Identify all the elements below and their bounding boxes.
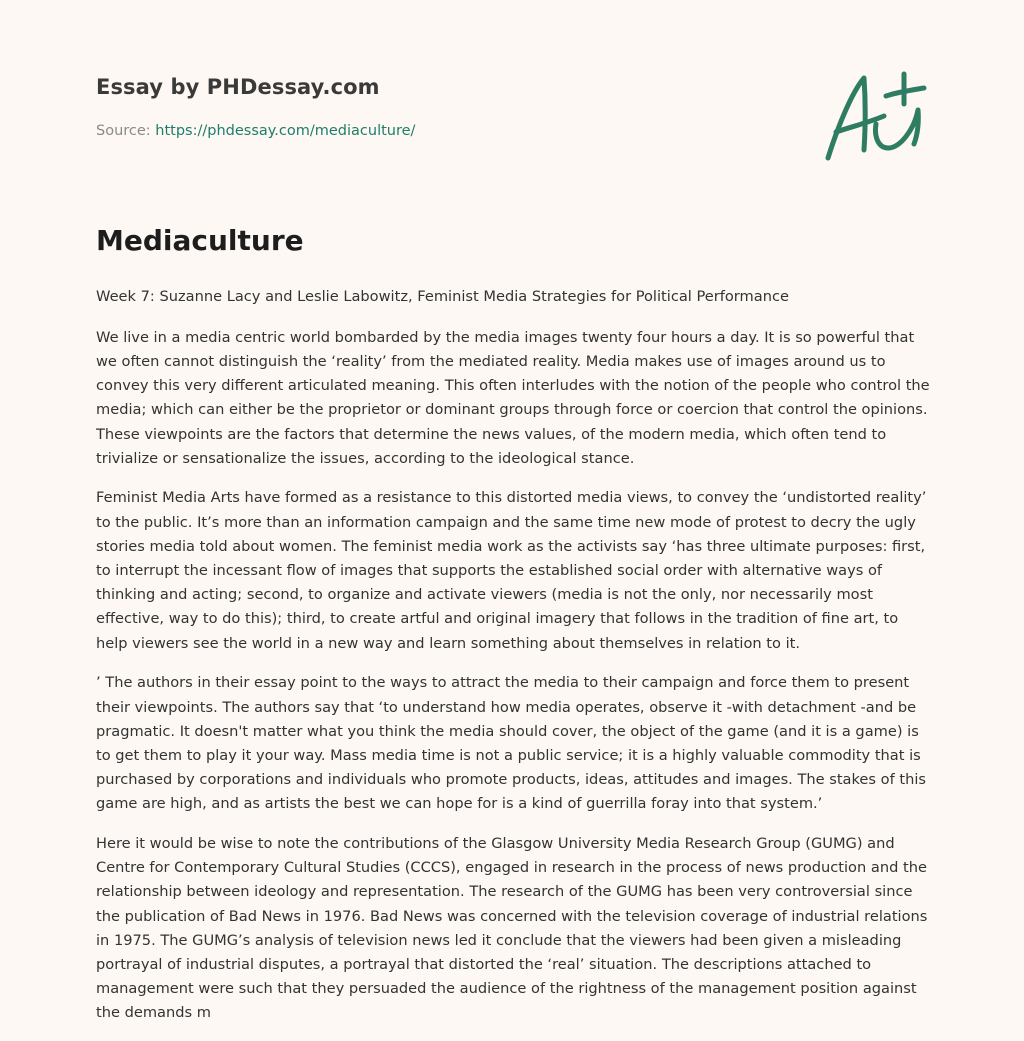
- essay-body: [96, 285, 932, 1041]
- essay-paragraph: Here it would be wise to note the contributions of the Glasgow University Media Research Group (GUMG) and Centre for Contemporary Cultural Studies (CCCS), engaged in research in the process of news production and the relationship between ideology and representation. The research of the GUMG has been very controversial since the publication of Bad News in 1976. Bad News was concerned with the television coverage of industrial relations in 1975. The GUMG’s analysis of television news led it conclude that the viewers had been given a misleading portrayal of industrial disputes, a portrayal that distorted the ‘real’ situation. The descriptions attached to management were such that they persuaded the audience of the rightness of the management position against the demands m: [96, 835, 928, 1022]
- source-label: Source:: [96, 123, 156, 139]
- source-line: [96, 123, 415, 139]
- essay-subtitle: Week 7: Suzanne Lacy and Leslie Labowitz, Feminist Media Strategies for Political Performance: [96, 288, 789, 305]
- source-link[interactable]: https://phdessay.com/mediaculture/: [155, 123, 416, 139]
- essay-title: Mediaculture: [96, 224, 304, 257]
- essay-paragraph: Feminist Media Arts have formed as a resistance to this distorted media views, to convey the ‘undistorted reality’ to the public. It’s more than an information campaign and the same time new mode of protest to decry the ugly stories media told about women. The feminist media work as the activists say ‘has three ultimate purposes: first, to interrupt the incessant flow of images that supports the established social order with alternative ways of thinking and acting; second, to organize and activate viewers (media is not the only, nor necessarily most effective, way to do this); third, to create artful and original imagery that follows in the tradition of fine art, to help viewers see the world in a new way and learn something about themselves in relation to it.: [96, 489, 927, 652]
- essay-paragraph: ’ The authors in their essay point to the ways to attract the media to their campaign and force them to present their viewpoints. The authors say that ‘to understand how media operates, observe it -with detachment -and be pragmatic. It doesn't matter what you think the media should cover, the object of the game (and it is a game) is to get them to play it your way. Mass media time is not a public service; it is a highly valuable commodity that is purchased by corporations and individuals who promote products, ideas, attitudes and images. The stakes of this game are high, and as artists the best we can hope for is a kind of guerrilla foray into that system.’: [96, 674, 926, 813]
- site-brand: Essay by PHDessay.com: [96, 75, 380, 99]
- essay-paragraph: We live in a media centric world bombarded by the media images twenty four hours a day. It is so powerful that we often cannot distinguish the ‘reality’ from the mediated reality. Media makes use of images around us to convey this very different articulated meaning. This often interludes with the notion of the people who control the media; which can either be the proprietor or dominant groups through force or coercion that control the opinions. These viewpoints are the factors that determine the news values, of the modern media, which often tend to trivialize or sensationalize the issues, according to the ideological stance.: [96, 328, 930, 467]
- a-plus-grade-icon: [818, 66, 932, 166]
